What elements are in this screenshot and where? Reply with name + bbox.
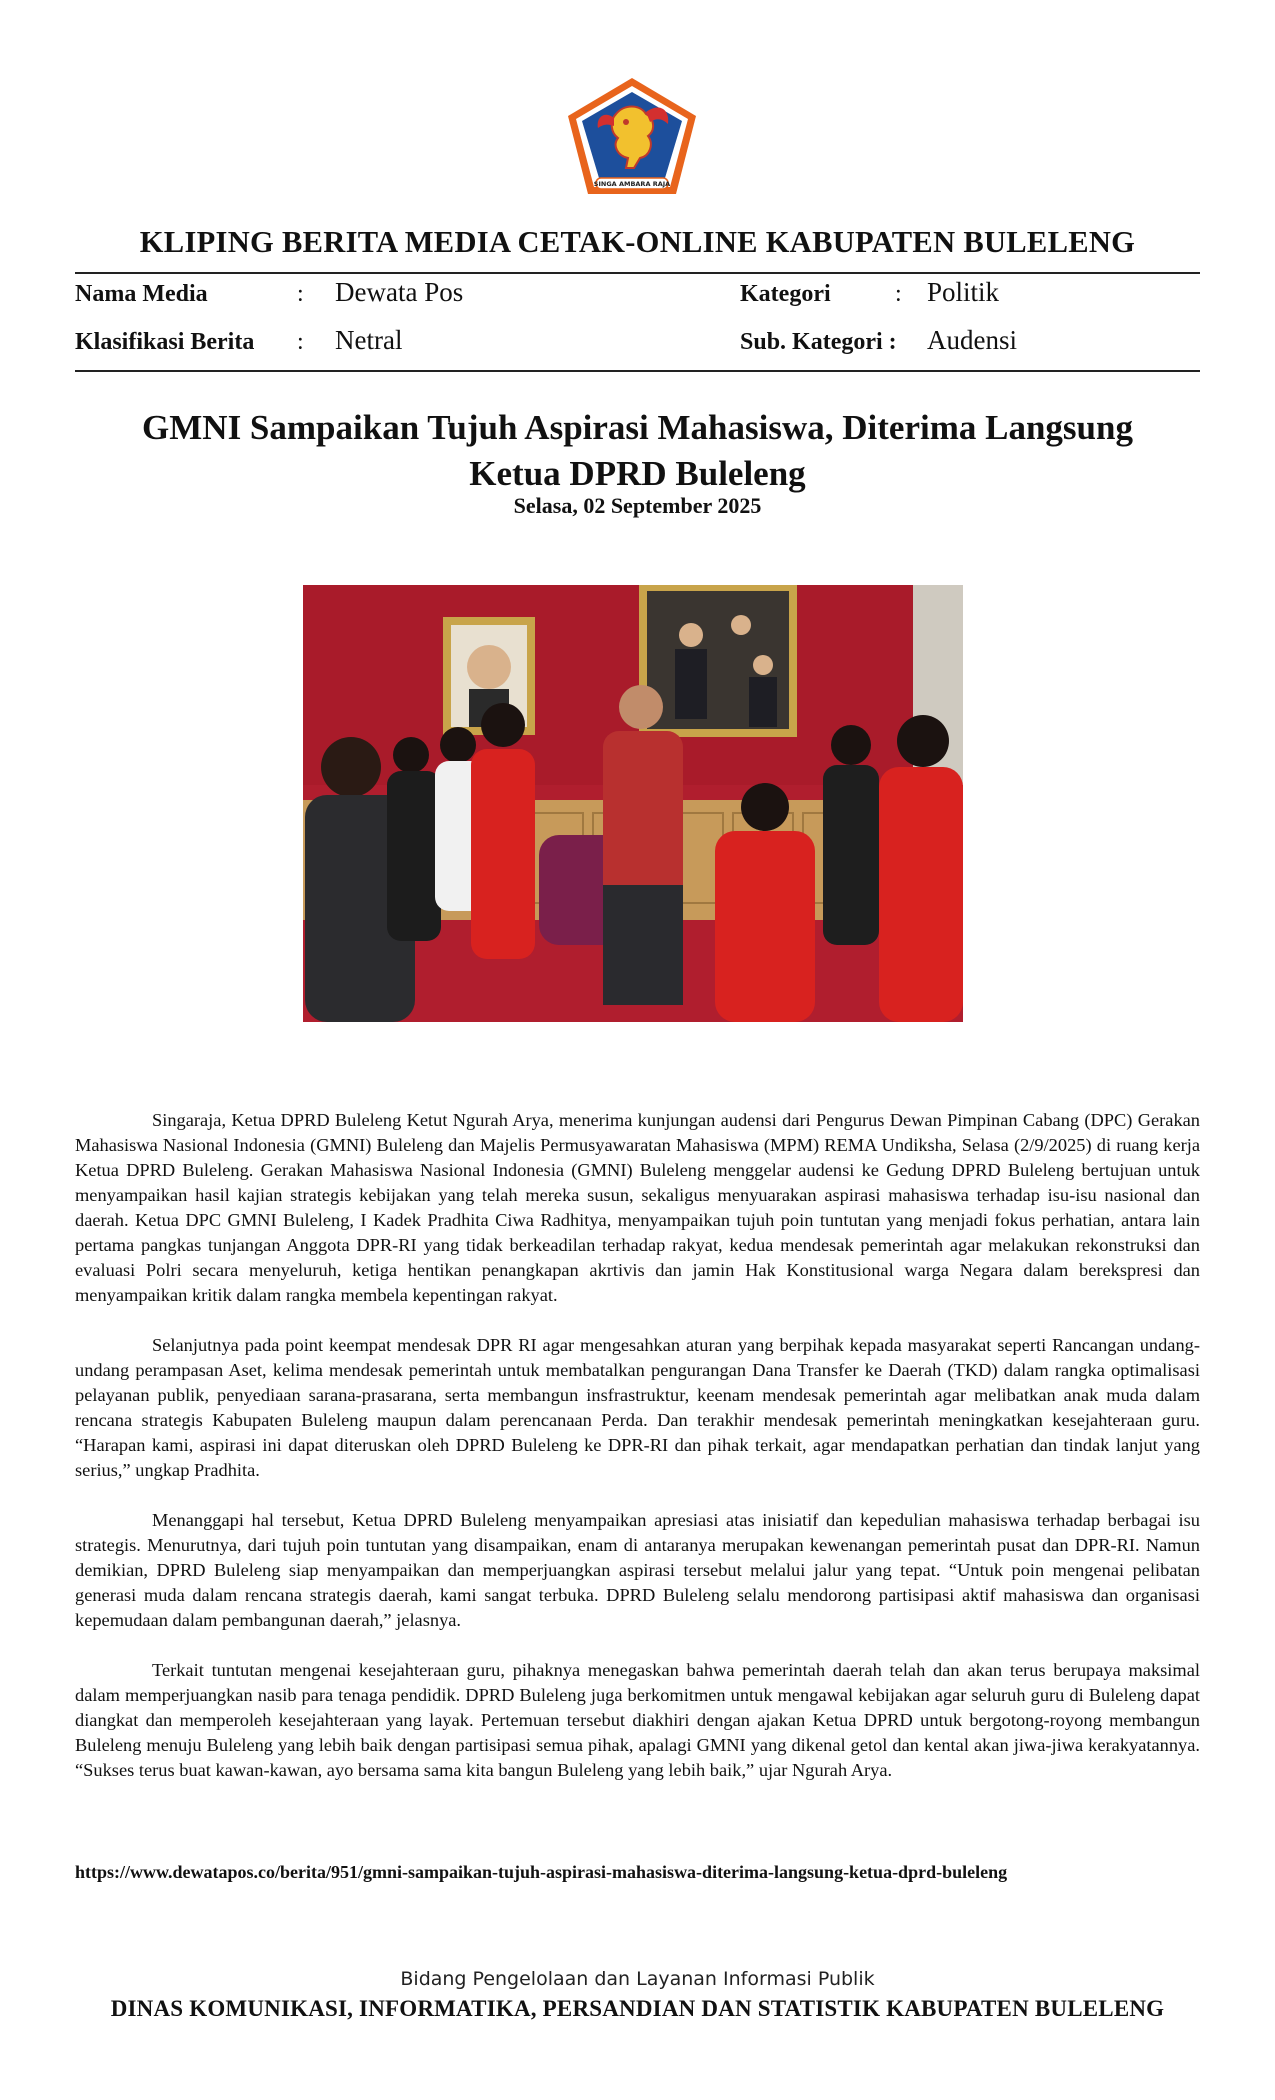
- klasifikasi-value: Netral: [335, 325, 403, 355]
- media-colon: :: [297, 281, 304, 307]
- klasifikasi-label: Klasifikasi Berita: [75, 329, 255, 355]
- article-paragraph: Menanggapi hal tersebut, Ketua DPRD Buleleng menyampaikan apresiasi atas inisiatif dan kepedulian mahasiswa terhadap berbagai isu strategis. Menurutnya, dari tujuh poin tuntutan yang disampaikan, enam di antaranya merupakan kewenangan pemerintah pusat dan DPR-RI. Namun demikian, DPRD Buleleng siap menyampaikan dan memperjuangkan aspirasi tersebut melalui jalur yang tepat. “Untuk poin mengenai pelibatan generasi muda dalam rencana strategis daerah, kami sangat terbuka. DPRD Buleleng selalu mendorong partisipasi aktif mahasiswa dan organisasi kepemudaan dalam pembangunan daerah,” jelasnya.: [75, 1510, 1200, 1630]
- article-photo: [303, 585, 963, 1022]
- media-label: Nama Media: [75, 281, 208, 307]
- kategori-label: Kategori: [740, 281, 831, 307]
- footer-agency: DINAS KOMUNIKASI, INFORMATIKA, PERSANDIAN DAN STATISTIK KABUPATEN BULELENG: [110, 1996, 1165, 2021]
- subkategori-value: Audensi: [927, 325, 1017, 355]
- headline-line-2: Ketua DPRD Buleleng: [469, 454, 806, 493]
- article-paragraph: Terkait tuntutan mengenai kesejahteraan guru, pihaknya menegaskan bahwa pemerintah daerah telah dan akan terus berupaya maksimal dalam memperjuangkan nasib para tenaga pendidik. DPRD Buleleng juga berkomitmen untuk mengawal kebijakan agar seluruh guru di Buleleng dapat diangkat dan memperoleh kesejahteraan yang layak. Pertemuan tersebut diakhiri dengan ajakan Ketua DPRD untuk bergotong-royong membangun Buleleng menuju Buleleng yang lebih baik dengan partisipasi semua pihak, apalagi GMNI yang dikenal getol dan kental akan jiwa-jiwa kerakyatannya. “Sukses terus buat kawan-kawan, ayo bersama sama kita bangun Buleleng yang lebih baik,” ujar Ngurah Arya.: [75, 1660, 1200, 1780]
- logo-ribbon-text: SINGA AMBARA RAJA: [593, 180, 671, 188]
- article-paragraph: Selanjutnya pada point keempat mendesak DPR RI agar mengesahkan aturan yang berpihak kepada masyarakat seperti Rancangan undang-undang perampasan Aset, kelima mendesak pemerintah untuk membatalkan pengurangan Dana Transfer ke Daerah (TKD) dalam rangka optimalisasi pelayanan publik, penyediaan sarana-prasarana, serta membangun insfrastruktur, keenam mendesak pemerintah agar melibatkan anak muda dalam rencana strategis Kabupaten Buleleng maupun dalam perencanaan Perda. Dan terakhir mendesak pemerintah meningkatkan kesejahteraan guru. “Harapan kami, aspirasi ini dapat diteruskan oleh DPRD Buleleng ke DPR-RI dan pihak terkait, agar mendapatkan perhatian dan tindak lanjut yang serius,” ungkap Pradhita.: [75, 1335, 1200, 1480]
- article-paragraph: Singaraja, Ketua DPRD Buleleng Ketut Ngurah Arya, menerima kunjungan audensi dari Pengurus Dewan Pimpinan Cabang (DPC) Gerakan Mahasiswa Nasional Indonesia (GMNI) Buleleng dan Majelis Permusyawaratan Mahasiswa (MPM) REMA Undiksha, Selasa (2/9/2025) di ruang kerja Ketua DPRD Buleleng. Gerakan Mahasiswa Nasional Indonesia (GMNI) Buleleng menggelar audensi ke Gedung DPRD Buleleng bertujuan untuk menyampaikan hasil kajian strategis kebijakan yang telah mereka susun, sekaligus menyuarakan aspirasi mahasiswa terhadap isu-isu nasional dan daerah. Ketua DPC GMNI Buleleng, I Kadek Pradhita Ciwa Radhitya, menyampaikan tujuh poin tuntutan yang menjadi fokus perhatian, antara lain pertama pangkas tunjangan Anggota DPR-RI yang tidak berkeadilan terhadap rakyat, kedua mendesak pemerintah agar melakukan rekonstruksi dan evaluasi Polri secara menyeluruh, ketiga hentikan penangkapan akrtivis dan jamin Hak Konstitusional warga Negara dalam berekspresi dan menyampaikan kritik dalam rangka membela kepentingan rakyat.: [75, 1110, 1200, 1305]
- clipping-title: KLIPING BERITA MEDIA CETAK-ONLINE KABUPATEN BULELENG: [139, 225, 1136, 259]
- subkategori-label: Sub. Kategori :: [740, 329, 897, 355]
- header-rule-bottom: [75, 370, 1200, 372]
- kategori-colon: :: [895, 281, 902, 307]
- source-url-link[interactable]: https://www.dewatapos.co/berita/951/gmni-sampaikan-tujuh-aspirasi-mahasiswa-diterima-langsung-ketua-dprd-buleleng: [75, 1862, 1008, 1882]
- article-body: [75, 1108, 1200, 1808]
- footer-unit: Bidang Pengelolaan dan Layanan Informasi Publik: [400, 1968, 875, 1990]
- kategori-value: Politik: [927, 277, 1000, 307]
- article-headline: [75, 405, 1200, 497]
- headline-line-1: GMNI Sampaikan Tujuh Aspirasi Mahasiswa, Diterima Langsung: [142, 408, 1133, 447]
- header-rule-top: [75, 272, 1200, 274]
- article-date: Selasa, 02 September 2025: [513, 493, 762, 518]
- klasifikasi-colon: :: [297, 329, 304, 355]
- media-value: Dewata Pos: [335, 277, 464, 307]
- buleleng-regency-logo: [564, 74, 700, 198]
